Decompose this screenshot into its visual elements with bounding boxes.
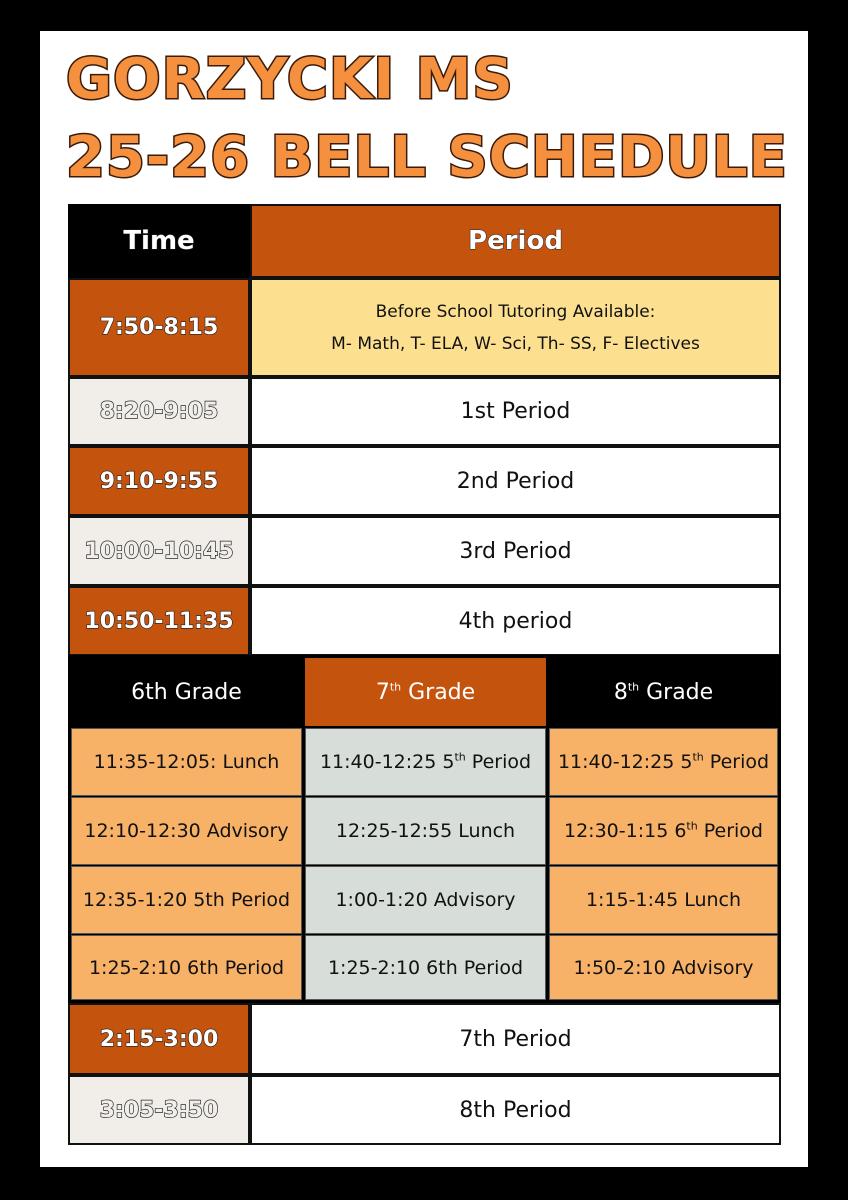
time-3: 10:00-10:45 [84,538,234,564]
time-cell-3 [68,516,250,586]
grade7-item: 11:40-12:25 5th Period [305,728,546,796]
period-1: 1st Period [460,399,571,424]
time-tutoring: 7:50-8:15 [99,315,219,340]
grade6-label: 6th Grade [131,679,242,705]
grade8-item: 11:40-12:25 5th Period [549,728,778,796]
period-4: 4th period [458,608,573,634]
grade6-item: 12:10-12:30 Advisory [71,797,302,865]
tutoring-cell [250,278,781,377]
period-header-label: Period [468,226,563,256]
time-7: 2:15-3:00 [99,1026,219,1052]
period-cell-3 [250,516,781,586]
period-8: 8th Period [459,1097,572,1123]
time-cell-8 [68,1075,250,1145]
grade6-header [71,658,302,726]
grade6-item: 12:35-1:20 5th Period [71,866,302,934]
time-cell-2 [68,446,250,516]
period-7: 7th Period [459,1026,572,1052]
time-header [68,204,250,278]
grade8-item: 1:50-2:10 Advisory [549,935,778,1000]
grade7-item: 1:00-1:20 Advisory [305,866,546,934]
time-cell-tutoring [68,278,250,377]
school-title: GORZYCKI MS [66,47,514,112]
time-cell-1 [68,377,250,446]
grade7-item: 1:25-2:10 6th Period [305,935,546,1000]
tutoring-line2: M- Math, T- ELA, W- Sci, Th- SS, F- Electives [331,333,700,354]
period-3: 3rd Period [459,538,572,564]
time-cell-7 [68,1003,250,1075]
grade8-item: 12:30-1:15 6th Period [549,797,778,865]
time-8: 3:05-3:50 [99,1097,219,1123]
period-cell-4 [250,586,781,656]
schedule-title: 25-26 BELL SCHEDULE [66,125,788,190]
period-cell-8 [250,1075,781,1145]
time-header-label: Time [123,226,195,256]
period-cell-2 [250,446,781,516]
grade7-label: 7th Grade [375,679,476,705]
grade7-item: 12:25-12:55 Lunch [305,797,546,865]
grade7-header [305,658,546,726]
time-2: 9:10-9:55 [99,468,219,494]
grade6-item: 11:35-12:05: Lunch [71,728,302,796]
time-4: 10:50-11:35 [84,608,234,634]
grade8-header [549,658,778,726]
grade8-label: 8th Grade [613,679,714,705]
period-2: 2nd Period [456,468,575,494]
time-cell-4 [68,586,250,656]
tutoring-line1: Before School Tutoring Available: [375,301,656,322]
time-1: 8:20-9:05 [99,399,219,424]
period-header [250,204,781,278]
grade8-item: 1:15-1:45 Lunch [549,866,778,934]
period-cell-7 [250,1003,781,1075]
period-cell-1 [250,377,781,446]
grade6-item: 1:25-2:10 6th Period [71,935,302,1000]
